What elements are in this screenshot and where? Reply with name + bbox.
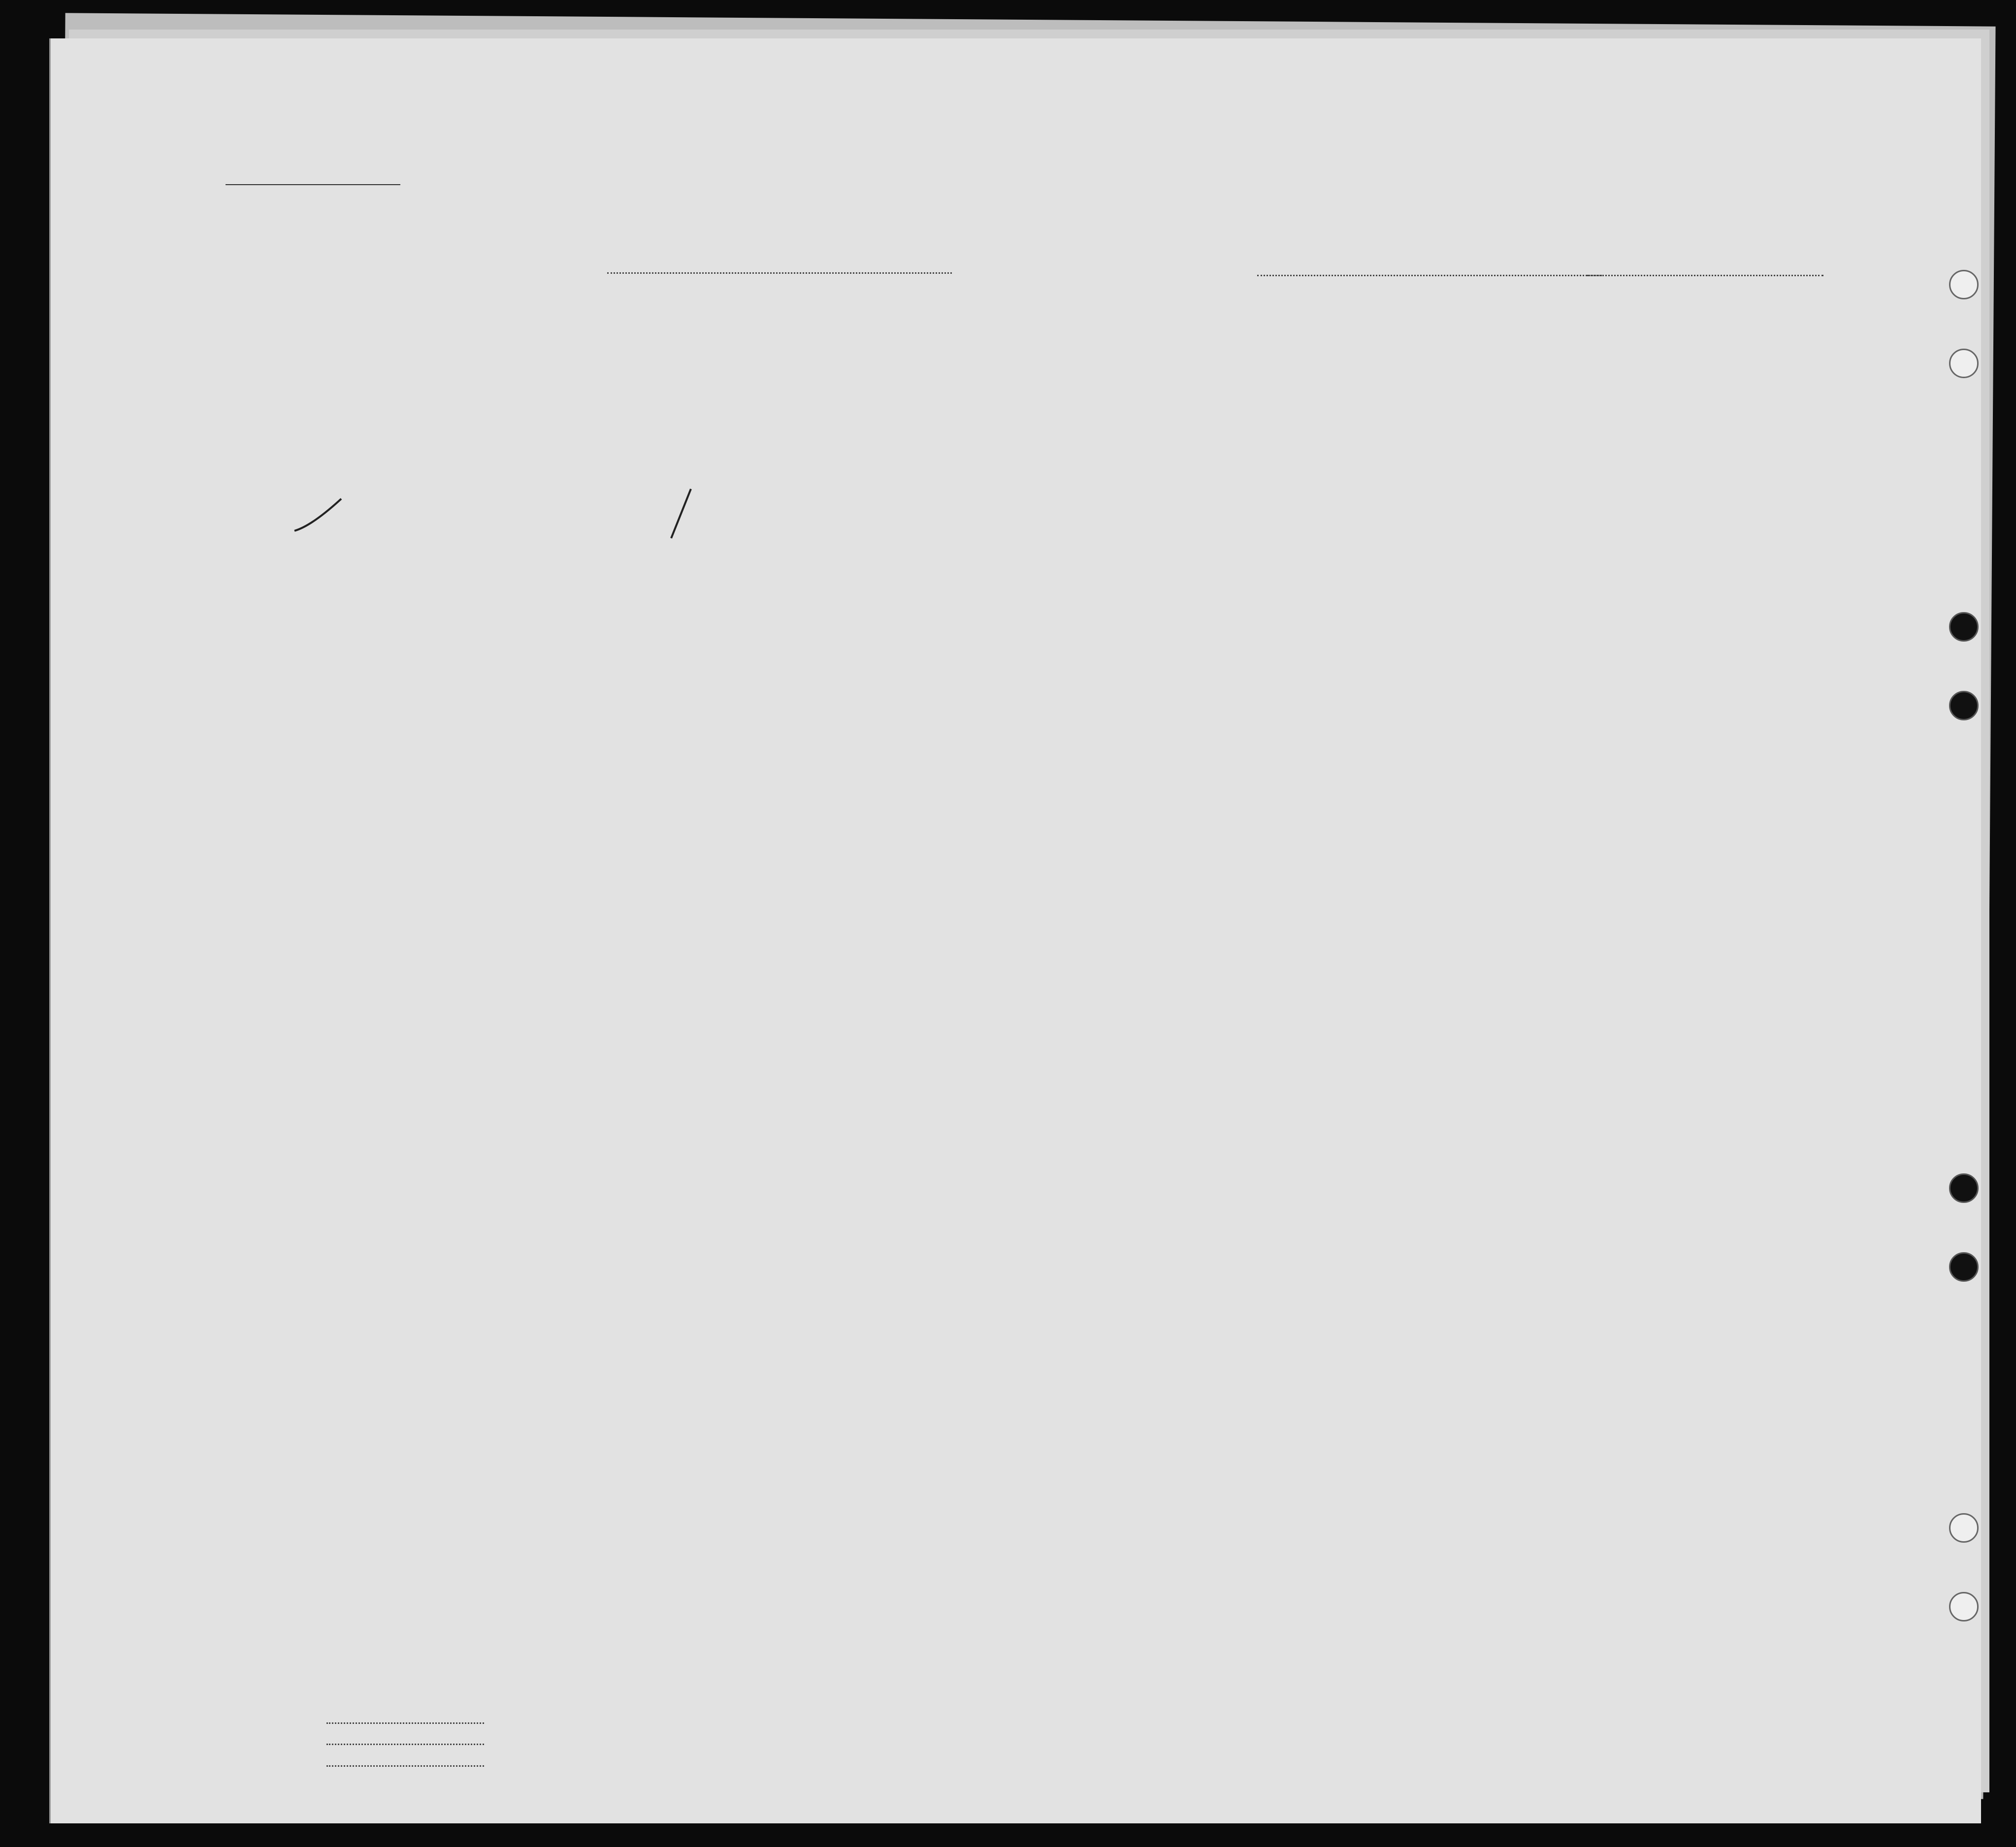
- binder-hole: [1949, 691, 1979, 720]
- binder-hole: [1949, 349, 1979, 378]
- manifest-sheet: [49, 38, 1981, 1823]
- check-mark-icon: [292, 496, 346, 541]
- slash-mark-icon: [664, 486, 698, 541]
- total-dots: [326, 1722, 484, 1724]
- binder-hole: [1949, 1173, 1979, 1203]
- citizens-dots: [326, 1744, 484, 1745]
- binder-hole: [1949, 1592, 1979, 1621]
- binder-hole: [1949, 270, 1979, 299]
- binder-hole: [1949, 612, 1979, 642]
- manifest-grid: [51, 38, 1981, 1823]
- binder-hole: [1949, 1513, 1979, 1543]
- aliens-dots: [326, 1765, 484, 1767]
- binder-hole: [1949, 1252, 1979, 1282]
